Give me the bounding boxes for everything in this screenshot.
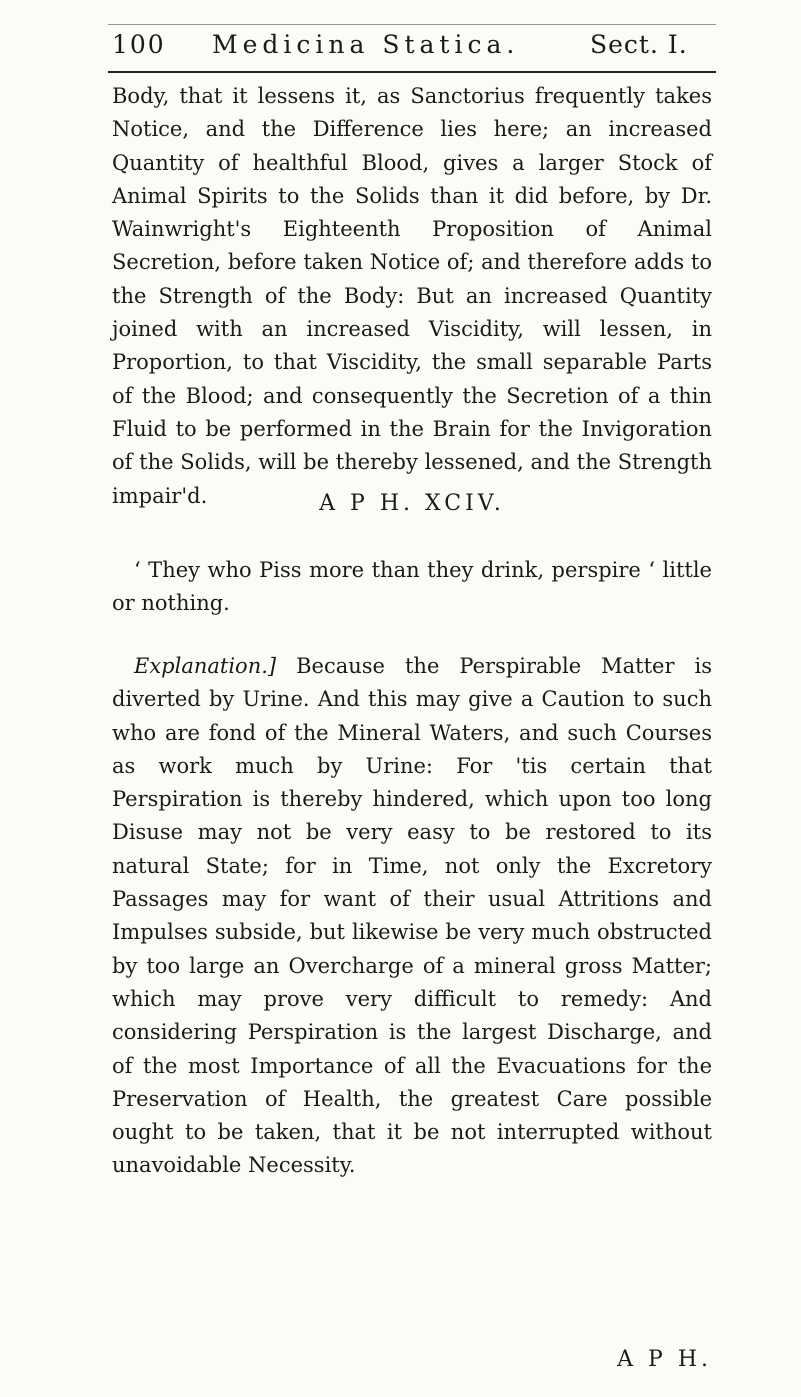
explanation-text: Because the Perspirable Matter is diverted by Urine. And this may give a Caution to such who are fond of the Mineral Waters, and such Courses as work much by Urine: For 'tis certain that Perspiration is thereby hindered, which upon too long Disuse may not be very easy to be restored to its natural State; for in Time, not only the Excretory Passages may for want of their usual Attritions and Impulses subside, but likewise be very much obstructed by too large an Overcharge of a mineral gross Matter; which may prove very difficult to remedy: And considering Perspiration is the largest Discharge, and of the most Importance of all the Evacuations for the Preservation of Health, the greatest Care possible ought to be taken, that it be not interrupted without unavoidable Necessity. — [112, 654, 712, 1178]
header-rule — [108, 71, 716, 73]
catchword: A P H. — [617, 1347, 712, 1372]
aphorism-text: ‘ They who Piss more than they drink, perspire ‘ little or nothing. — [112, 558, 712, 616]
explanation-paragraph — [112, 650, 712, 1183]
page-number: 100 — [112, 30, 166, 59]
body-paragraph: Body, that it lessens it, as Sanctorius frequently takes Notice, and the Difference lies here; an increased Quantity of healthful Blood, gives a larger Stock of Animal Spirits to the Solids than it did before, by Dr. Wainwright's Eighteenth Proposition of Animal Secretion, before taken Notice of; and therefore adds to the Strength of the Body: But an increased Quantity joined with an increased Viscidity, will lessen, in Proportion, to that Viscidity, the small separable Parts of the Blood; and consequently the Secretion of a thin Fluid to be performed in the Brain for the Invigoration of the Solids, will be thereby lessened, and the Strength impair'd. — [112, 84, 712, 508]
aphorism-heading: A P H. XCIV. — [319, 491, 505, 516]
book-title: Medicina Statica. — [212, 30, 520, 59]
section-label: Sect. I. — [590, 30, 688, 59]
top-rule — [108, 24, 716, 25]
explanation-label: Explanation.] — [134, 654, 277, 678]
running-head — [112, 30, 712, 70]
